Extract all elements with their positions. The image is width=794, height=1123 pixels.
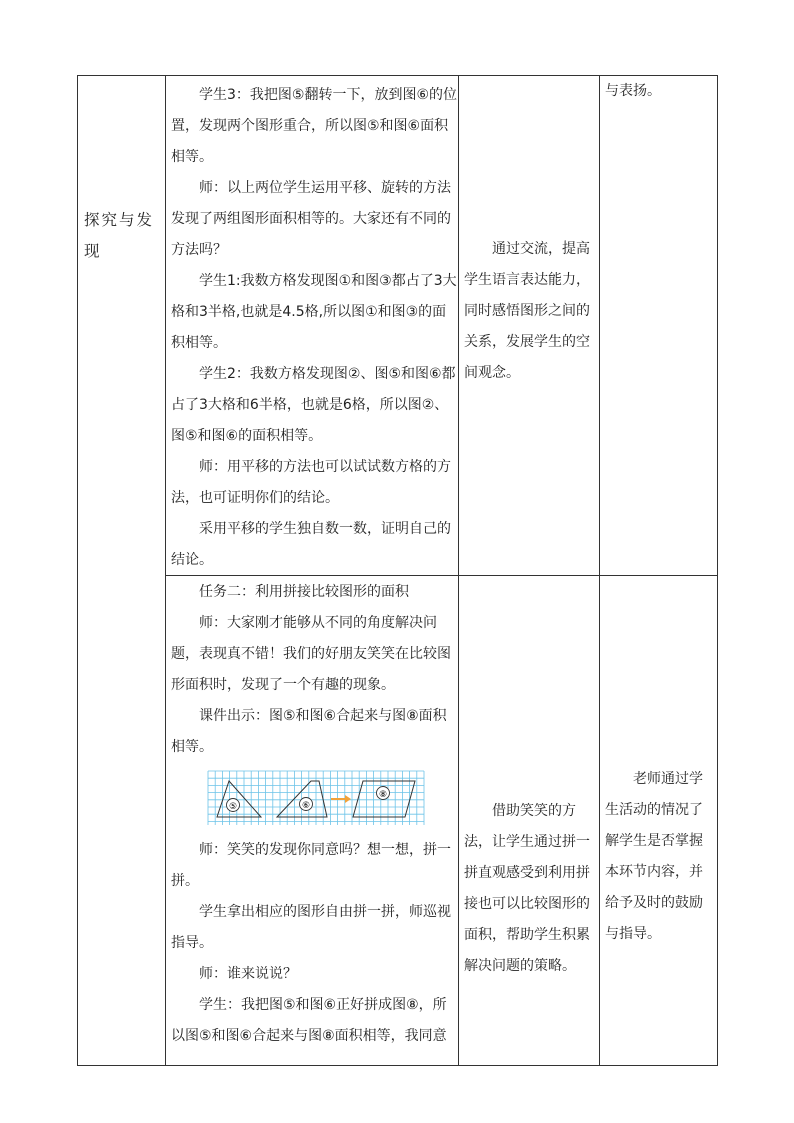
grid-figure	[205, 769, 427, 827]
paragraph: 师：谁来说说？	[199, 966, 297, 982]
paragraph: 学生3：我把图⑤翻转一下，放到图⑥的位置，发现两个图形重合，所以图⑤和图⑥面积相等。	[171, 87, 458, 165]
paragraph: 课件出示：图⑤和图⑥合起来与图⑧面积相等。	[171, 708, 447, 755]
evaluation-cell-1	[605, 76, 715, 107]
topic-label: 探究与发现	[84, 211, 155, 260]
intent-cell-1	[464, 234, 596, 389]
paragraph: 学生：我把图⑤和图⑥正好拼成图⑧，所以图⑤和图⑥合起来与图⑧面积相等，我同意	[171, 997, 447, 1044]
shape-5-triangle	[217, 781, 261, 817]
design-intent: 借助笑笑的方法，让学生通过拼一拼直观感受到利用拼接也可以比较图形的面积，帮助学生积累解决问题的策略。	[464, 803, 590, 974]
evaluation-text: 老师通过学生活动的情况了解学生是否掌握本环节内容，并给予及时的鼓励与指导。	[605, 771, 703, 942]
paragraph: 学生2：我数方格发现图②、图⑤和图⑥都占了3大格和6半格，也就是6格，所以图②、图⑤和图⑥的面积相等。	[171, 366, 456, 444]
intent-cell-2	[464, 796, 596, 982]
shapes-figure	[205, 769, 427, 827]
lesson-table	[77, 75, 718, 1066]
paragraph: 采用平移的学生独自数一数，证明自己的结论。	[171, 521, 451, 568]
process-cell-1	[171, 80, 459, 576]
evaluation-cell-2	[605, 764, 715, 950]
shape-5-label: ⑤	[228, 802, 238, 812]
column-divider	[599, 76, 600, 1065]
task-title: 任务二：利用拼接比较图形的面积	[199, 584, 409, 600]
evaluation-text: 与表扬。	[605, 83, 661, 99]
arrow-head-icon	[345, 795, 351, 803]
paragraph: 师：用平移的方法也可以试试数方格的方法，也可证明你们的结论。	[171, 459, 451, 506]
paragraph: 师：以上两位学生运用平移、旋转的方法发现了两组图形面积相等的。大家还有不同的方法吗？	[171, 180, 451, 258]
shape-6-label: ⑥	[301, 801, 311, 811]
paragraph: 学生拿出相应的图形自由拼一拼，师巡视指导。	[171, 904, 451, 951]
column-divider	[165, 76, 166, 1065]
design-intent: 通过交流，提高学生语言表达能力，同时感悟图形之间的关系，发展学生的空间观念。	[464, 241, 590, 381]
paragraph: 学生1:我数方格发现图①和图③都占了3大格和3半格,也就是4.5格,所以图①和图③的面积相等。	[171, 273, 457, 351]
process-cell-2	[171, 577, 459, 1052]
shape-8-label: ⑧	[378, 790, 388, 800]
paragraph: 师：笑笑的发现你同意吗？想一想，拼一拼。	[171, 842, 451, 889]
paragraph: 师：大家刚才能够从不同的角度解决问题，表现真不错！我们的好朋友笑笑在比较图形面积时，发现了一个有趣的现象。	[171, 615, 451, 693]
